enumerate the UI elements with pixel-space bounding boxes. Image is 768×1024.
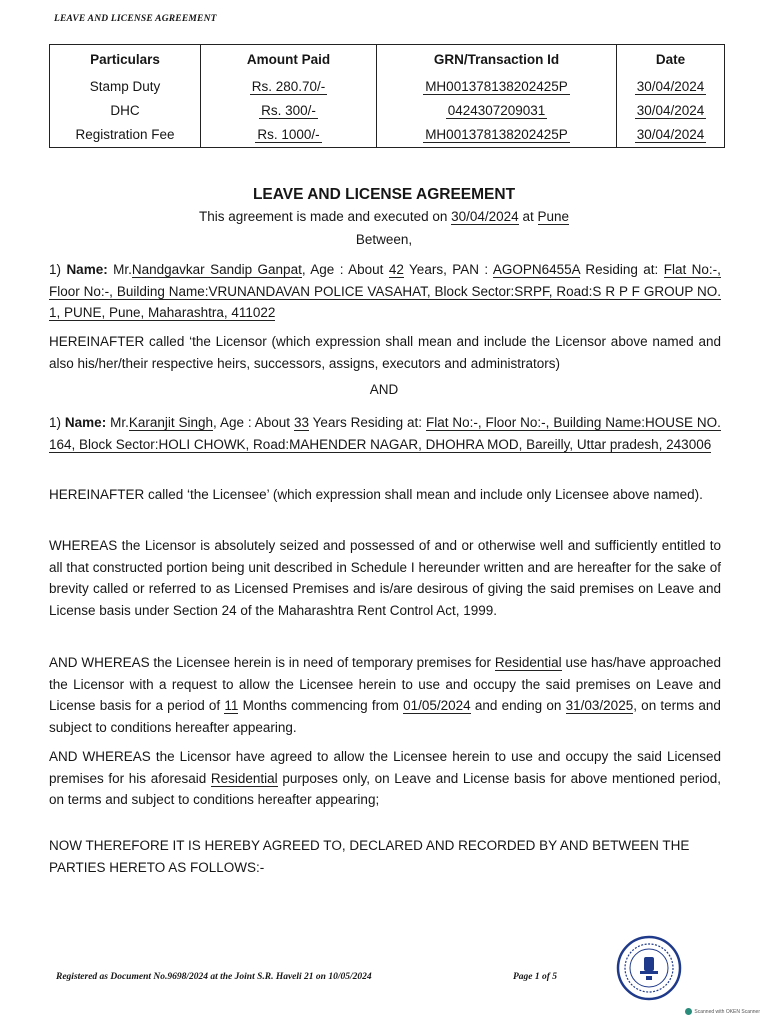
whereas3-part1: AND WHEREAS the Licensor have agreed to allow the Licensee herein to use and occupy the said Licensed premises for his aforesaid bbox=[49, 749, 721, 786]
cell-date: 30/04/2024 bbox=[636, 79, 705, 94]
cell-date: 30/04/2024 bbox=[636, 127, 705, 142]
between-text: Between, bbox=[355, 232, 413, 247]
licensor-age-label: , Age : About bbox=[301, 262, 384, 277]
licensor-residing: Residing at: bbox=[585, 262, 659, 277]
whereas2-start: 01/05/2024 bbox=[403, 698, 471, 713]
intro-at: at bbox=[522, 209, 534, 224]
whereas-paragraph-1: WHEREAS the Licensor is absolutely seized and possessed of and or otherwise well and sufficiently entitled to all that constructed portion being unit described in Schedule I hereunder written and are hereafter for the sake of brevity called or referred to as Licensed Premises and is/are desirous of giving the said premises on Leave and License basis under Section 24 of the Maharashtra Rent Control Act, 1999. bbox=[49, 538, 721, 618]
licensor-address: Flat No:-, Floor No:-, Building Name:VRUNANDAVAN POLICE VASAHAT, Block Sector:SRPF, Road:S R P F GROUP NO. 1, PUNE, Pune, Maharashtra, 411022 bbox=[49, 262, 721, 320]
whereas-paragraph-3 bbox=[49, 746, 721, 811]
licensee-name: Karanjit Singh bbox=[128, 415, 214, 430]
licensee-age: 33 bbox=[293, 415, 309, 430]
cell-date: 30/04/2024 bbox=[636, 103, 705, 118]
licensee-num: 1) bbox=[49, 415, 62, 430]
intro-prefix: This agreement is made and executed on bbox=[198, 209, 448, 224]
licensee-age-label: , Age : About bbox=[213, 415, 291, 430]
now-therefore-clause: NOW THEREFORE IT IS HEREBY AGREED TO, DECLARED AND RECORDED BY AND BETWEEN THE PARTIES HERETO AS FOLLOWS:- bbox=[49, 838, 690, 875]
licensor-salutation: Mr. bbox=[113, 262, 132, 277]
whereas2-part4: and ending on bbox=[474, 698, 562, 713]
col-amount-paid: Amount Paid bbox=[201, 45, 377, 76]
fees-table-header-row bbox=[50, 45, 725, 76]
col-grn: GRN/Transaction Id bbox=[377, 45, 617, 76]
cell-grn: MH001378138202425P bbox=[425, 79, 568, 94]
page-number: Page 1 of 5 bbox=[513, 972, 558, 982]
whereas2-part5: , on terms and subject to conditions hereafter appearing. bbox=[49, 698, 721, 735]
registration-footer: Registered as Document No.9698/2024 at the Joint S.R. Haveli 21 on 10/05/2024 bbox=[56, 972, 372, 982]
licensee-residing: Years Residing at: bbox=[312, 415, 423, 430]
agreement-date: 30/04/2024 bbox=[451, 209, 519, 224]
whereas3-use: Residential bbox=[210, 770, 278, 786]
licensor-name-label: Name: bbox=[66, 262, 108, 277]
licensee-details bbox=[49, 412, 721, 455]
licensee-name-label: Name: bbox=[64, 415, 107, 430]
agreement-title: LEAVE AND LICENSE AGREEMENT bbox=[252, 186, 516, 203]
whereas2-part3: Months commencing from bbox=[242, 698, 399, 713]
col-particulars: Particulars bbox=[50, 45, 201, 76]
whereas2-end: 31/03/2025 bbox=[565, 698, 634, 713]
licensor-age: 42 bbox=[388, 262, 404, 277]
cell-amount: Rs. 1000/- bbox=[257, 127, 320, 142]
fees-table bbox=[49, 44, 725, 148]
scanner-logo-icon bbox=[685, 1008, 692, 1015]
licensor-num: 1) bbox=[49, 262, 62, 277]
whereas-paragraph-2 bbox=[49, 652, 721, 738]
licensor-details bbox=[49, 259, 721, 324]
whereas2-months: 11 bbox=[224, 698, 239, 713]
licensor-hereinafter: HEREINAFTER called ‘the Licensor (which expression shall mean and include the Licensor above named and also his/her/their respective heirs, successors, assigns, executors and administrators) bbox=[49, 334, 721, 371]
licensor-pan: AGOPN6455A bbox=[492, 262, 580, 277]
cell-amount: Rs. 300/- bbox=[261, 103, 316, 118]
header-title: LEAVE AND LICENSE AGREEMENT bbox=[54, 14, 217, 24]
cell-particulars: DHC bbox=[50, 99, 201, 123]
registrar-seal-icon bbox=[616, 935, 682, 1001]
licensee-hereinafter: HEREINAFTER called ‘the Licensee’ (which expression shall mean and include only Licensee above named). bbox=[49, 487, 703, 502]
table-row bbox=[50, 123, 725, 148]
scanner-watermark bbox=[685, 1008, 760, 1015]
scanner-text: Scanned with OKEN Scanner bbox=[694, 1008, 760, 1015]
agreement-place: Pune bbox=[537, 209, 570, 224]
licensee-salutation: Mr. bbox=[110, 415, 129, 430]
intro-line bbox=[0, 209, 768, 224]
table-row bbox=[50, 75, 725, 99]
licensee-address: Flat No:-, Floor No:-, Building Name:HOUSE NO. 164, Block Sector:HOLI CHOWK, Road:MAHENDER NAGAR, DHOHRA MOD, Bareilly, Uttar pradesh, 243006 bbox=[49, 415, 721, 452]
and-text: AND bbox=[369, 382, 399, 397]
cell-particulars: Stamp Duty bbox=[50, 75, 201, 99]
whereas2-part2: use has/have approached the Licensor with a request to allow the Licensee herein to use and occupy the said premises on Leave and License basis for a period of bbox=[49, 655, 721, 713]
cell-amount: Rs. 280.70/- bbox=[251, 79, 326, 94]
cell-grn: MH001378138202425P bbox=[425, 127, 568, 142]
cell-particulars: Registration Fee bbox=[50, 123, 201, 148]
whereas2-part1: AND WHEREAS the Licensee herein is in need of temporary premises for bbox=[49, 655, 491, 670]
col-date: Date bbox=[617, 45, 725, 76]
licensor-name: Nandgavkar Sandip Ganpat bbox=[131, 262, 302, 277]
licensor-years-pan: Years, PAN : bbox=[409, 262, 489, 277]
cell-grn: 0424307209031 bbox=[447, 103, 546, 118]
whereas3-part2: purposes only, on Leave and License basis for above mentioned period, on terms and subject to conditions hereafter appearing; bbox=[49, 770, 721, 807]
whereas2-use: Residential bbox=[494, 655, 562, 670]
table-row bbox=[50, 99, 725, 123]
